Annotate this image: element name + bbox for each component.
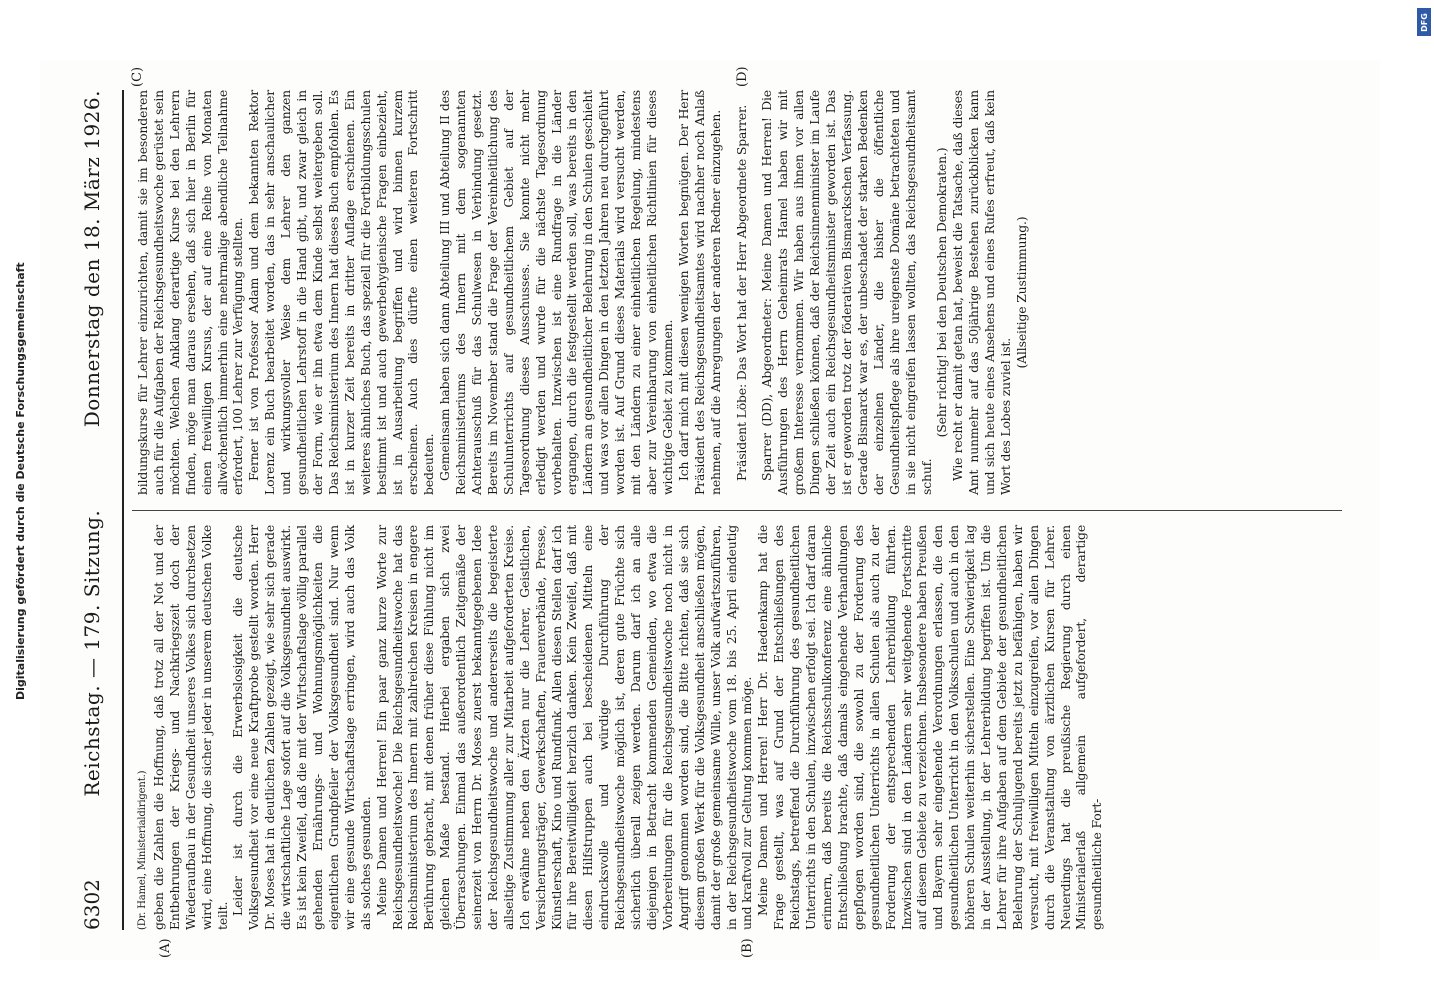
page-number: 6302 xyxy=(80,879,104,930)
dfg-logo xyxy=(1417,8,1431,36)
paragraph: Meine Damen und Herren! Herr Dr. Haedenkamp hat die Frage gestellt, was auf Grund der Entschließungen des Reichstags, betreffend die Durchführung des gesundheitlichen Unterrichts in den Schulen, inzwischen erfolgt sei. Ich darf daran erinnern, daß bereits die Reichsschulkonferenz eine ähnliche Entschließung brachte, daß damals eingehende Verhandlungen gepflogen worden sind, die sowohl zu der Forderung des gesundheitlichen Unterrichts in allen Schulen als auch zu der Forderung der entsprechenden Lehrerbildung führten. Inzwischen sind in den Ländern sehr weitgehende Fortschritte auf diesem Gebiete zu verzeichnen. Insbesondere haben Preußen und Bayern sehr eingehende Verordnungen erlassen, die den gesundheitlichen Unterricht in den Volksschulen und auch in den höheren Schulen weiterhin sicherstellen. Eine Schwierigkeit lag in der Ausstellung, in der Lehrerbildung begriffen ist. Um die Lehrer für ihre Aufgaben auf dem Gebiete der gesundheitlichen Belehrung der Schuljugend bereits jetzt zu befähigen, haben wir versucht, mit freiwilligen Mitteln einzugreifen, vor allen Dingen durch die Veranstaltung von ärztlichen Kursen für Lehrer. Neuerdings hat die preußische Regierung durch einen Ministerialerlaß allgemein aufgefordert, derartige gesundheitliche Fort- xyxy=(755,525,1105,930)
interjection: (Allseitige Zustimmung.) xyxy=(1013,216,1029,369)
left-column xyxy=(135,525,1105,930)
margin-marker-a: (A) xyxy=(158,938,173,958)
paragraph: Ferner ist von Professor Adam und dem bekannten Rektor Lorenz ein Buch bearbeitet worden, das in sehr anschaulicher und wirkungsvoller Weise dem Lehrer den ganzen gesundheitlichen Lehrstoff in die Hand gibt, und zwar gleich in der Form, wie er ihn etwa dem Kinde selbst weitergeben soll. Das Reichsministerium des Innern hat dieses Buch empfohlen. Es ist in kurzer Zeit bereits in dritter Auflage erschienen. Ein weiteres ähnliches Buch, das speziell für die Fortbildungsschulen bestimmt ist und auch gewerbehygienische Fragen einbezieht, ist in Ausarbeitung begriffen und wird binnen kurzem erscheinen. Auch dies dürfte einen weiteren Fortschritt bedeuten. xyxy=(246,90,437,495)
margin-marker-b: (B) xyxy=(740,938,755,958)
dfg-logo-text: DFG xyxy=(1419,12,1429,32)
paragraph: Meine Damen und Herren! Ein paar ganz kurze Worte zur Reichsgesundheitswoche! Die Reichsgesundheitswoche hat das Reichsministerium des Innern mit zahlreichen Kreisen in engere Berührung gebracht, mit denen früher diese Fühlung nicht im gleichen Maße bestand. Hierbei ergaben sich zwei Überraschungen. Einmal das außerordentlich Zeitgemäße der seinerzeit von Herrn Dr. Moses zuerst bekanntgegebenen Idee der Reichsgesundheitswoche und andererseits die begeisterte allseitige Zustimmung aller zur Mitarbeit aufgeforderten Kreise. Ich erwähne neben den Ärzten nur die Lehrer, Geistlichen, Versicherungsträger, Gewerkschaften, Frauenverbände, Presse, Künstlerschaft, Kino und Rundfunk. Allen diesen Stellen darf ich für ihre Bereitwilligkeit herzlich danken. Kein Zweifel, daß mit diesen Hilfstruppen auch bei bescheidenen Mitteln eine eindrucksvolle und würdige Durchführung der Reichsgesundheitswoche möglich ist, deren gute Früchte sich sicherlich überall zeigen werden. Darum darf ich an alle diejenigen in Betracht kommenden Gemeinden, wo etwa die Vorbereitungen für die Reichsgesundheitswoche noch nicht in Angriff genommen worden sind, die Bitte richten, daß sie sich diesem großen Werk für die Volksgesundheit anschließen mögen, damit der große gemeinsame Wille, unser Volk aufwärtszuführen, in der Reichsgesundheitswoche vom 18. bis 25. April eindeutig und kraftvoll zur Geltung kommen möge. xyxy=(373,525,755,930)
speaker-tag: (Dr. Hamel, Ministerialdirigent.) xyxy=(137,770,148,930)
paragraph: bildungskurse für Lehrer einzurichten, damit sie im besonderen auch für die Aufgaben der Reichsgesundheitswoche gerüstet sein möchten. Welchen Anklang derartige Kurse bei den Lehrern finden, möge man daraus ersehen, daß sich hier in Berlin für einen freiwilligen Kursus, der auf eine Reihe von Monaten allwöchentlich immerhin eine mehrmalige abendliche Teilnahme erfordert, 100 Lehrer zur Verfügung stellten. xyxy=(135,90,246,495)
header-rule xyxy=(122,90,124,930)
right-column xyxy=(135,90,1030,495)
page-header xyxy=(80,90,120,930)
margin-marker-d: (D) xyxy=(735,66,750,87)
paragraph: Ich darf mich mit diesen wenigen Worten begnügen. Der Herr Präsident des Reichsgesundheitsamtes wird nachher noch Anlaß nehmen, auf die Anregungen der anderen Redner einzugehen. xyxy=(675,90,723,495)
margin-marker-c: (C) xyxy=(130,66,145,87)
paragraph: Wie recht er damit getan hat, beweist die Tatsache, daß dieses Amt nunmehr auf das 50jährige Bestehen zurückblicken kann und sich heute eines Ansehens und eines Rufes erfreut, daß kein Wort des Lobes zuviel ist. xyxy=(950,90,1014,495)
session-date: Donnerstag den 18. März 1926. xyxy=(80,90,104,428)
session-title: Reichstag. — 179. Sitzung. xyxy=(80,509,104,797)
interjection: (Sehr richtig! bei den Deutschen Demokraten.) xyxy=(934,147,950,438)
paragraph: geben die Zahlen die Hoffnung, daß trotz all der Not und der Entbehrungen der Kriegs- und Nachkriegszeit doch der Wiederaufbau in der Gesundheit unseres Volkes sich durchsetzen wird, eine Hoffnung, die sicher jeder in unserem deutschen Volke teilt. xyxy=(150,525,230,930)
paragraph: Präsident Löbe: Das Wort hat der Herr Abgeordnete Sparrer. xyxy=(733,104,749,481)
paragraph: Sparrer (DD), Abgeordneter: Meine Damen und Herren! Die Ausführungen des Herrn Geheimrats Hamel haben wir mit großem Interesse vernommen. Wir haben aus ihnen vor allen Dingen schließen können, daß der Reichsinnenminister im Laufe der Zeit auch ein Reichsgesundheitsminister geworden ist. Das ist er geworden trotz der föderativen Bismarckschen Verfassung. Gerade Bismarck war es, der unbeschadet der starken Bedenken der einzelnen Länder, die bisher die öffentliche Gesundheitspflege als ihre ureigenste Domäne betrachteten und in sie nicht eingreifen lassen wollten, das Reichsgesundheitsamt schuf. xyxy=(759,90,934,495)
paragraph: Leider ist durch die Erwerbslosigkeit die deutsche Volksgesundheit vor eine neue Kraftprobe gestellt worden. Herr Dr. Moses hat in deutlichen Zahlen gezeigt, wie sehr sich gerade die wirtschaftliche Lage sofort auf die Volksgesundheit auswirkt. Es ist kein Zweifel, daß die mit der Wirtschaftslage völlig parallel gehenden Ernährungs- und Wohnungsmöglichkeiten die eigentlichen Grundpfeiler der Volksgesundheit sind. Nur wenn wir eine gesunde Wirtschaftslage erringen, wird auch das Volk als solches gesunden. xyxy=(230,525,373,930)
rotated-page xyxy=(40,60,1380,960)
paragraph: Gemeinsam haben sich dann Abteilung III und Abteilung II des Reichsministeriums des Innern mit dem sogenannten Achterausschuß für das Schulwesen in Verbindung gesetzt. Bereits im November stand die Frage der Vereinheitlichung des Schulunterrichts auf gesundheitlichem Gebiet auf der Tagesordnung dieses Ausschusses. Sie konnte nicht mehr erledigt werden und wurde für die nächste Tagesordnung vorbehalten. Inzwischen ist eine Rundfrage in die Länder ergangen, durch die festgestellt werden soll, was bereits in den Ländern an gesundheitlicher Belehrung in den Schulen geschieht und was vor allen Dingen in den letzten Jahren neu durchgeführt worden ist. Auf Grund dieses Materials wird versucht werden, mit den Ländern zu einer einheitlichen Regelung, mindestens aber zur Vereinbarung von einheitlichen Richtlinien für dieses wichtige Gebiet zu kommen. xyxy=(437,90,675,495)
column-divider xyxy=(132,510,1342,511)
digitization-credit: Digitalisierung gefördert durch die Deutsche Forschungsgemeinschaft xyxy=(14,262,27,700)
